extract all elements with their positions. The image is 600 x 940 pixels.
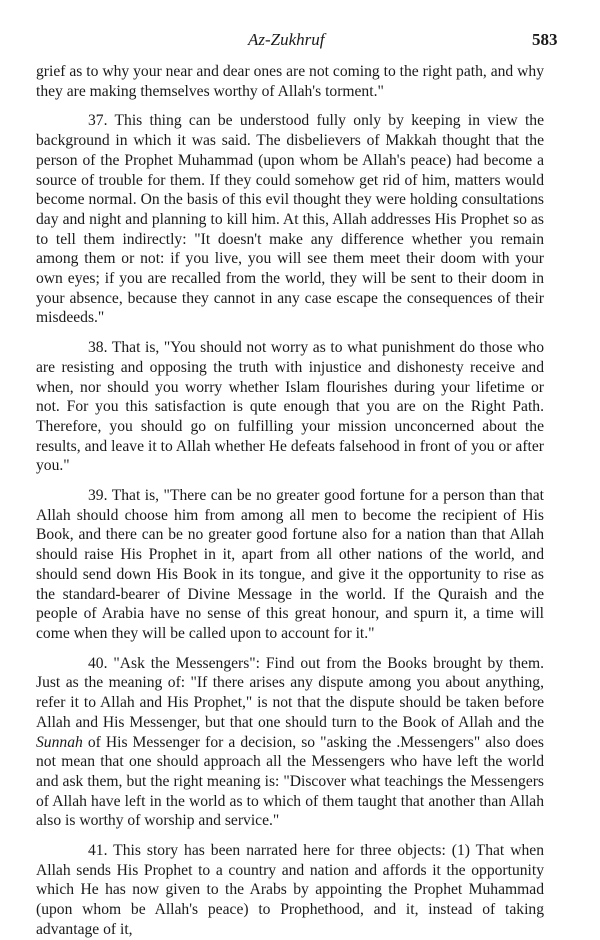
sunnah-term: Sunnah bbox=[36, 733, 83, 751]
note-40-text-start: 40. "Ask the Messengers": Find out from the Books brought by them. Just as the meaning of: "If there arises any dispute among you about anything, refer it to Allah and His Prophet," is not that the dispute should be taken before Allah and His Messenger, but that one should turn to the Book of Allah and the bbox=[36, 654, 544, 731]
paragraph-continuation: grief as to why your near and dear ones are not coming to the right path, and why they are making themselves worthy of Allah's torment." bbox=[36, 63, 544, 100]
note-39: 39. That is, "There can be no greater good fortune for a person than that Allah should choose him from among all men to become the recipient of His Book, and there can be no greater good fortune also for a nation than that Allah should raise His Prophet in it, apart from all other nations of the world, and should send down His Book in its tongue, and give it the opportunity to rise as the standard-bearer of Divine Message in the world. If the Quraish and the people of Arabia have no sense of this great honour, and spurn it, a time will come when they will be called upon to account for it." bbox=[36, 487, 544, 642]
note-37: 37. This thing can be understood fully only by keeping in view the background in which it was said. The disbelievers of Makkah thought that the person of the Prophet Muhammad (upon whom be Allah's peace) had become a source of trouble for them. If they could somehow get rid of him, matters would become normal. On the basis of this evil thought they were holding consultations day and night and planning to kill him. At this, Allah addresses His Prophet so as to tell them indirectly: "It doesn't make any difference whether you remain among them or not: if you live, you will see them meet their doom with your own eyes; if you are recalled from the world, they will be sent to their doom in your absence, because they cannot in any case escape the consequences of their misdeeds." bbox=[36, 112, 544, 327]
note-40-text-end: of His Messenger for a decision, so "asking the .Messengers" also does not mean that one should approach all the Messengers who have left the world and ask them, but the right meaning is: "Discover what teachings the Messengers of Allah have left in the world as to which of them taught that another than Allah also is worthy of worship and service." bbox=[36, 733, 544, 830]
note-38: 38. That is, "You should not worry as to what punishment do those who are resisting and opposing the truth with injustice and dishonesty receive and when, nor should you worry whether Islam flourishes during your lifetime or not. For you this satisfaction is qute enough that you are on the Right Path. Therefore, you should go on fulfilling your mission unconcerned about the results, and leave it to Allah whether He defeats falsehood in front of you or after you." bbox=[36, 339, 544, 475]
note-40 bbox=[36, 654, 544, 831]
body-text bbox=[36, 62, 544, 940]
running-title: Az-Zukhruf bbox=[248, 30, 325, 49]
page-number: 583 bbox=[532, 30, 558, 49]
note-41: 41. This story has been narrated here for three objects: (1) That when Allah sends His Prophet to a country and nation and affords it the opportunity which He has now given to the Arabs by appointing the Prophet Muhammad (upon whom be Allah's peace) to Prophethood, and it, instead of taking advantage of it, bbox=[36, 842, 544, 938]
